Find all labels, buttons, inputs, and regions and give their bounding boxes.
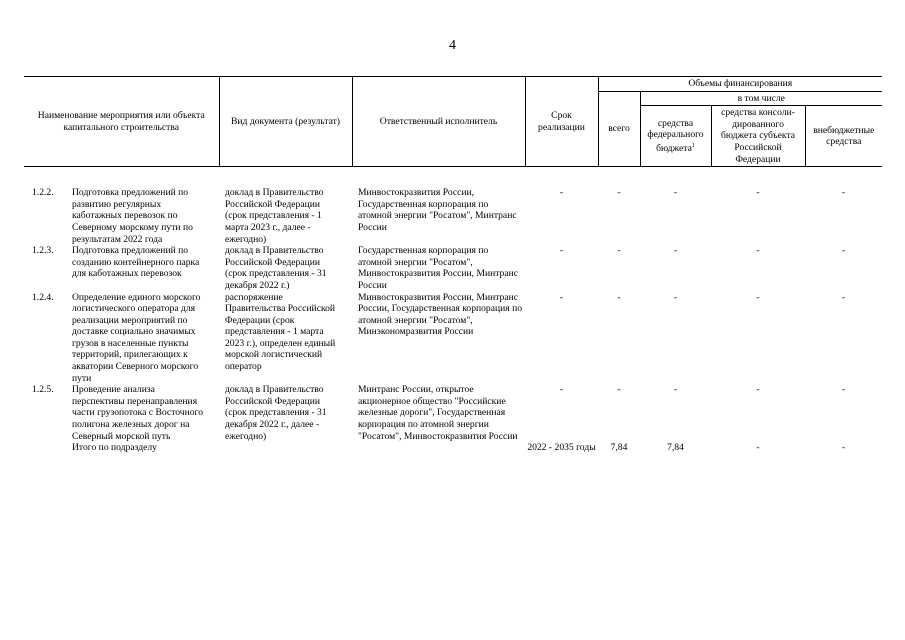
spacer	[24, 167, 882, 188]
row-number: 1.2.3.	[32, 245, 54, 257]
financing-table	[24, 76, 882, 454]
row-executor: Минвостокразвития России, Государственная корпорация по атомной энергии "Росатом", Минтранс России	[358, 187, 517, 233]
row-name-cell	[24, 384, 219, 442]
row-name: Проведение анализа перспективы перенаправления части грузопотока с Восточного полигона железных дорог на Северный морской путь	[72, 384, 204, 442]
table-row	[24, 384, 882, 442]
total-row	[24, 442, 882, 454]
header-term: Срок реализации	[525, 77, 598, 167]
header-executor: Ответственный исполнитель	[352, 77, 525, 167]
table-row	[24, 292, 882, 385]
row-number: 1.2.5.	[32, 384, 54, 396]
row-document: доклад в Правительство Российской Федерации (срок представления - 31 декабря 2022 г.)	[225, 245, 327, 291]
row-document: распоряжение Правительства Российской Федерации (срок представления - 1 марта 2023 г.), определен единый морской логистический оператор	[225, 291, 336, 373]
header-document: Вид документа (результат)	[219, 77, 352, 167]
row-term: -	[559, 291, 564, 303]
row-consolidated: -	[756, 291, 760, 303]
total-empty-executor	[352, 442, 525, 454]
total-empty-document	[219, 442, 352, 454]
row-extra: -	[841, 245, 846, 257]
row-name: Подготовка предложений по развитию регулярных каботажных перевозок по Северному морскому пути по результатам 2022 года	[72, 187, 193, 245]
total-extra: -	[841, 442, 846, 454]
row-document: доклад в Правительство Российской Федерации (срок представления - 31 декабря 2022 г., далее - ежегодно)	[225, 384, 327, 442]
row-federal: -	[673, 187, 678, 199]
header-name: Наименование мероприятия или объекта капитального строительства	[24, 77, 219, 167]
row-term: -	[559, 187, 564, 199]
row-name-cell	[24, 245, 219, 291]
row-executor: Государственная корпорация по атомной энергии "Росатом", Минвостокразвития России, Минтранс России	[358, 245, 518, 291]
table-row	[24, 187, 882, 245]
header-total: всего	[598, 91, 640, 167]
header-federal	[640, 106, 711, 167]
row-federal: -	[673, 245, 678, 257]
row-consolidated: -	[756, 384, 760, 396]
row-total: -	[617, 384, 621, 396]
total-consolidated: -	[756, 442, 760, 454]
total-term: 2022 - 2035 годы	[527, 442, 596, 454]
row-name-cell	[24, 292, 219, 385]
header-federal-text: средства федерального бюджета	[647, 117, 704, 155]
header-including: в том числе	[640, 91, 882, 106]
row-consolidated: -	[756, 187, 760, 199]
row-extra: -	[841, 384, 846, 396]
total-federal: 7,84	[667, 442, 684, 454]
row-extra: -	[841, 187, 846, 199]
row-number: 1.2.2.	[32, 187, 54, 199]
row-name-cell	[24, 187, 219, 245]
row-federal: -	[673, 291, 678, 303]
row-federal: -	[673, 384, 678, 396]
total-total: 7,84	[610, 442, 628, 454]
row-number: 1.2.4.	[32, 291, 54, 303]
row-total: -	[617, 245, 621, 257]
table-row	[24, 245, 882, 291]
table-header	[24, 77, 882, 167]
row-total: -	[617, 187, 621, 199]
row-total: -	[617, 291, 621, 303]
row-name: Определение единого морского логистического оператора для реализации мероприятий по доставке социально значимых грузов в населенные пункты территорий, прилегающих к акватории Северного морского пути	[72, 291, 201, 384]
row-document: доклад в Правительство Российской Федерации (срок представления - 1 марта 2023 г., далее - ежегодно)	[225, 187, 324, 245]
row-name: Подготовка предложений по созданию контейнерного парка для каботажных перевозок	[72, 245, 200, 280]
footnote-mark: 1	[691, 142, 695, 149]
row-extra: -	[841, 291, 846, 303]
row-term: -	[559, 245, 564, 257]
header-funding: Объемы финансирования	[598, 77, 882, 92]
row-executor: Минтранс России, открытое акционерное общество "Российские железные дороги", Государственная корпорация по атомной энергии "Росатом", Минвостокразвития России	[358, 384, 518, 442]
row-term: -	[559, 384, 564, 396]
header-extra: внебюджетные средства	[805, 106, 882, 167]
page-number: 4	[449, 38, 456, 53]
total-label: Итого по подразделу	[72, 442, 157, 454]
row-consolidated: -	[756, 245, 760, 257]
table-body	[24, 167, 882, 454]
header-consolidated: средства консоли-дированного бюджета субъекта Российской Федерации	[711, 106, 805, 167]
row-executor: Минвостокразвития России, Минтранс России, Государственная корпорация по атомной энергии "Росатом", Минэкономразвития России	[358, 291, 522, 338]
